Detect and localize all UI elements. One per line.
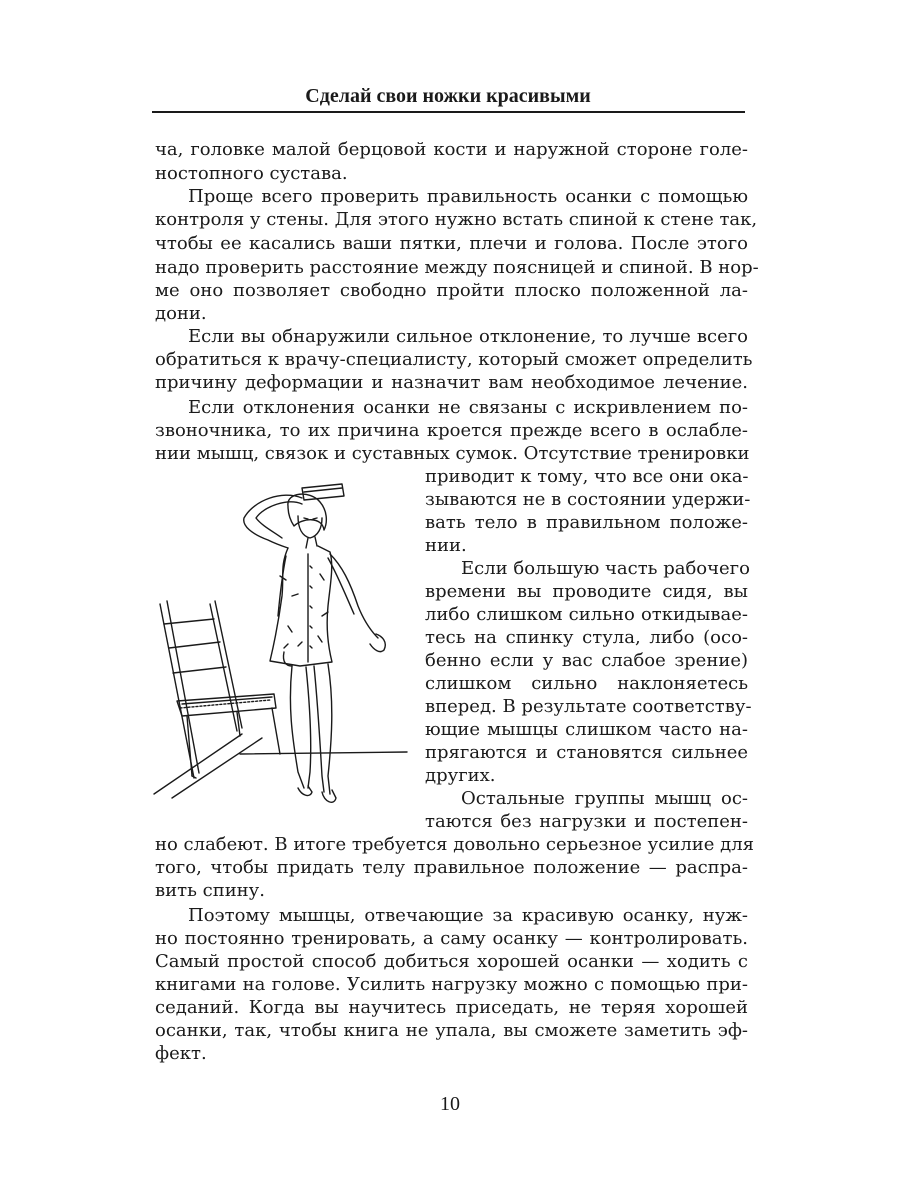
text-line: других.	[425, 765, 496, 786]
text-line: бенно если у вас слабое зрение)	[425, 650, 748, 671]
text-line: причину деформации и назначит вам необходимое лечение.	[155, 372, 748, 393]
woman-figure	[244, 484, 386, 802]
text-line: ча, головке малой берцовой кости и наружной стороне голе-	[155, 139, 748, 160]
text-line: вить спину.	[155, 880, 265, 901]
posture-illustration	[152, 476, 414, 818]
text-line: прягаются и становятся сильнее	[425, 742, 748, 763]
text-line: но постоянно тренировать, а саму осанку — контролировать.	[155, 928, 748, 949]
text-line: осанки, так, чтобы книга не упала, вы сможете заметить эф-	[155, 1020, 748, 1041]
text-line: таются без нагрузки и постепен-	[425, 811, 748, 832]
text-line: Если большую часть рабочего	[461, 558, 750, 579]
text-line: обратиться к врачу-специалисту, который сможет определить	[155, 349, 753, 370]
text-line: контроля у стены. Для этого нужно встать спиной к стене так,	[155, 209, 758, 230]
text-line: Если отклонения осанки не связаны с искривлением по-	[188, 397, 748, 418]
text-line: фект.	[155, 1043, 207, 1064]
text-line: того, чтобы придать телу правильное положение — распра-	[155, 857, 748, 878]
text-line: звоночника, то их причина кроется прежде всего в ослабле-	[155, 420, 748, 441]
header-rule	[152, 111, 745, 113]
text-line: либо слишком сильно откидывае-	[425, 604, 748, 625]
chair-drawing	[160, 601, 280, 778]
text-line: дони.	[155, 303, 207, 324]
text-line: Самый простой способ добиться хорошей осанки — ходить с	[155, 951, 748, 972]
text-line: Проще всего проверить правильность осанки с помощью	[188, 186, 748, 207]
text-line: Если вы обнаружили сильное отклонение, то лучше всего	[188, 326, 748, 347]
text-line: вать тело в правильном положе-	[425, 512, 748, 533]
text-line: нии.	[425, 535, 467, 556]
text-line: но слабеют. В итоге требуется довольно серьезное усилие для	[155, 834, 755, 855]
text-line: книгами на голове. Усилить нагрузку можно с помощью при-	[155, 974, 748, 995]
text-line: надо проверить расстояние между поясницей и спиной. В нор-	[155, 257, 759, 278]
text-line: седаний. Когда вы научитесь приседать, не теряя хорошей	[155, 997, 748, 1018]
text-line: приводит к тому, что все они ока-	[425, 466, 749, 487]
text-line: нии мышц, связок и суставных сумок. Отсутствие тренировки	[155, 443, 750, 464]
text-line: чтобы ее касались ваши пятки, плечи и голова. После этого	[155, 233, 748, 254]
text-line: зываются не в состоянии удержи-	[425, 489, 751, 510]
text-line: ностопного сустава.	[155, 163, 348, 184]
text-line: слишком сильно наклоняетесь	[425, 673, 748, 694]
text-line: вперед. В результате соответству-	[425, 696, 752, 717]
text-line: ме оно позволяет свободно пройти плоско положенной ла-	[155, 280, 748, 301]
page-number: 10	[440, 1093, 460, 1115]
text-line: тесь на спинку стула, либо (осо-	[425, 627, 748, 648]
text-line: ющие мышцы слишком часто на-	[425, 719, 748, 740]
text-line: Остальные группы мышц ос-	[461, 788, 748, 809]
text-line: Поэтому мышцы, отвечающие за красивую осанку, нуж-	[188, 905, 748, 926]
text-line: времени вы проводите сидя, вы	[425, 581, 748, 602]
running-header: Сделай свои ножки красивыми	[305, 85, 591, 107]
